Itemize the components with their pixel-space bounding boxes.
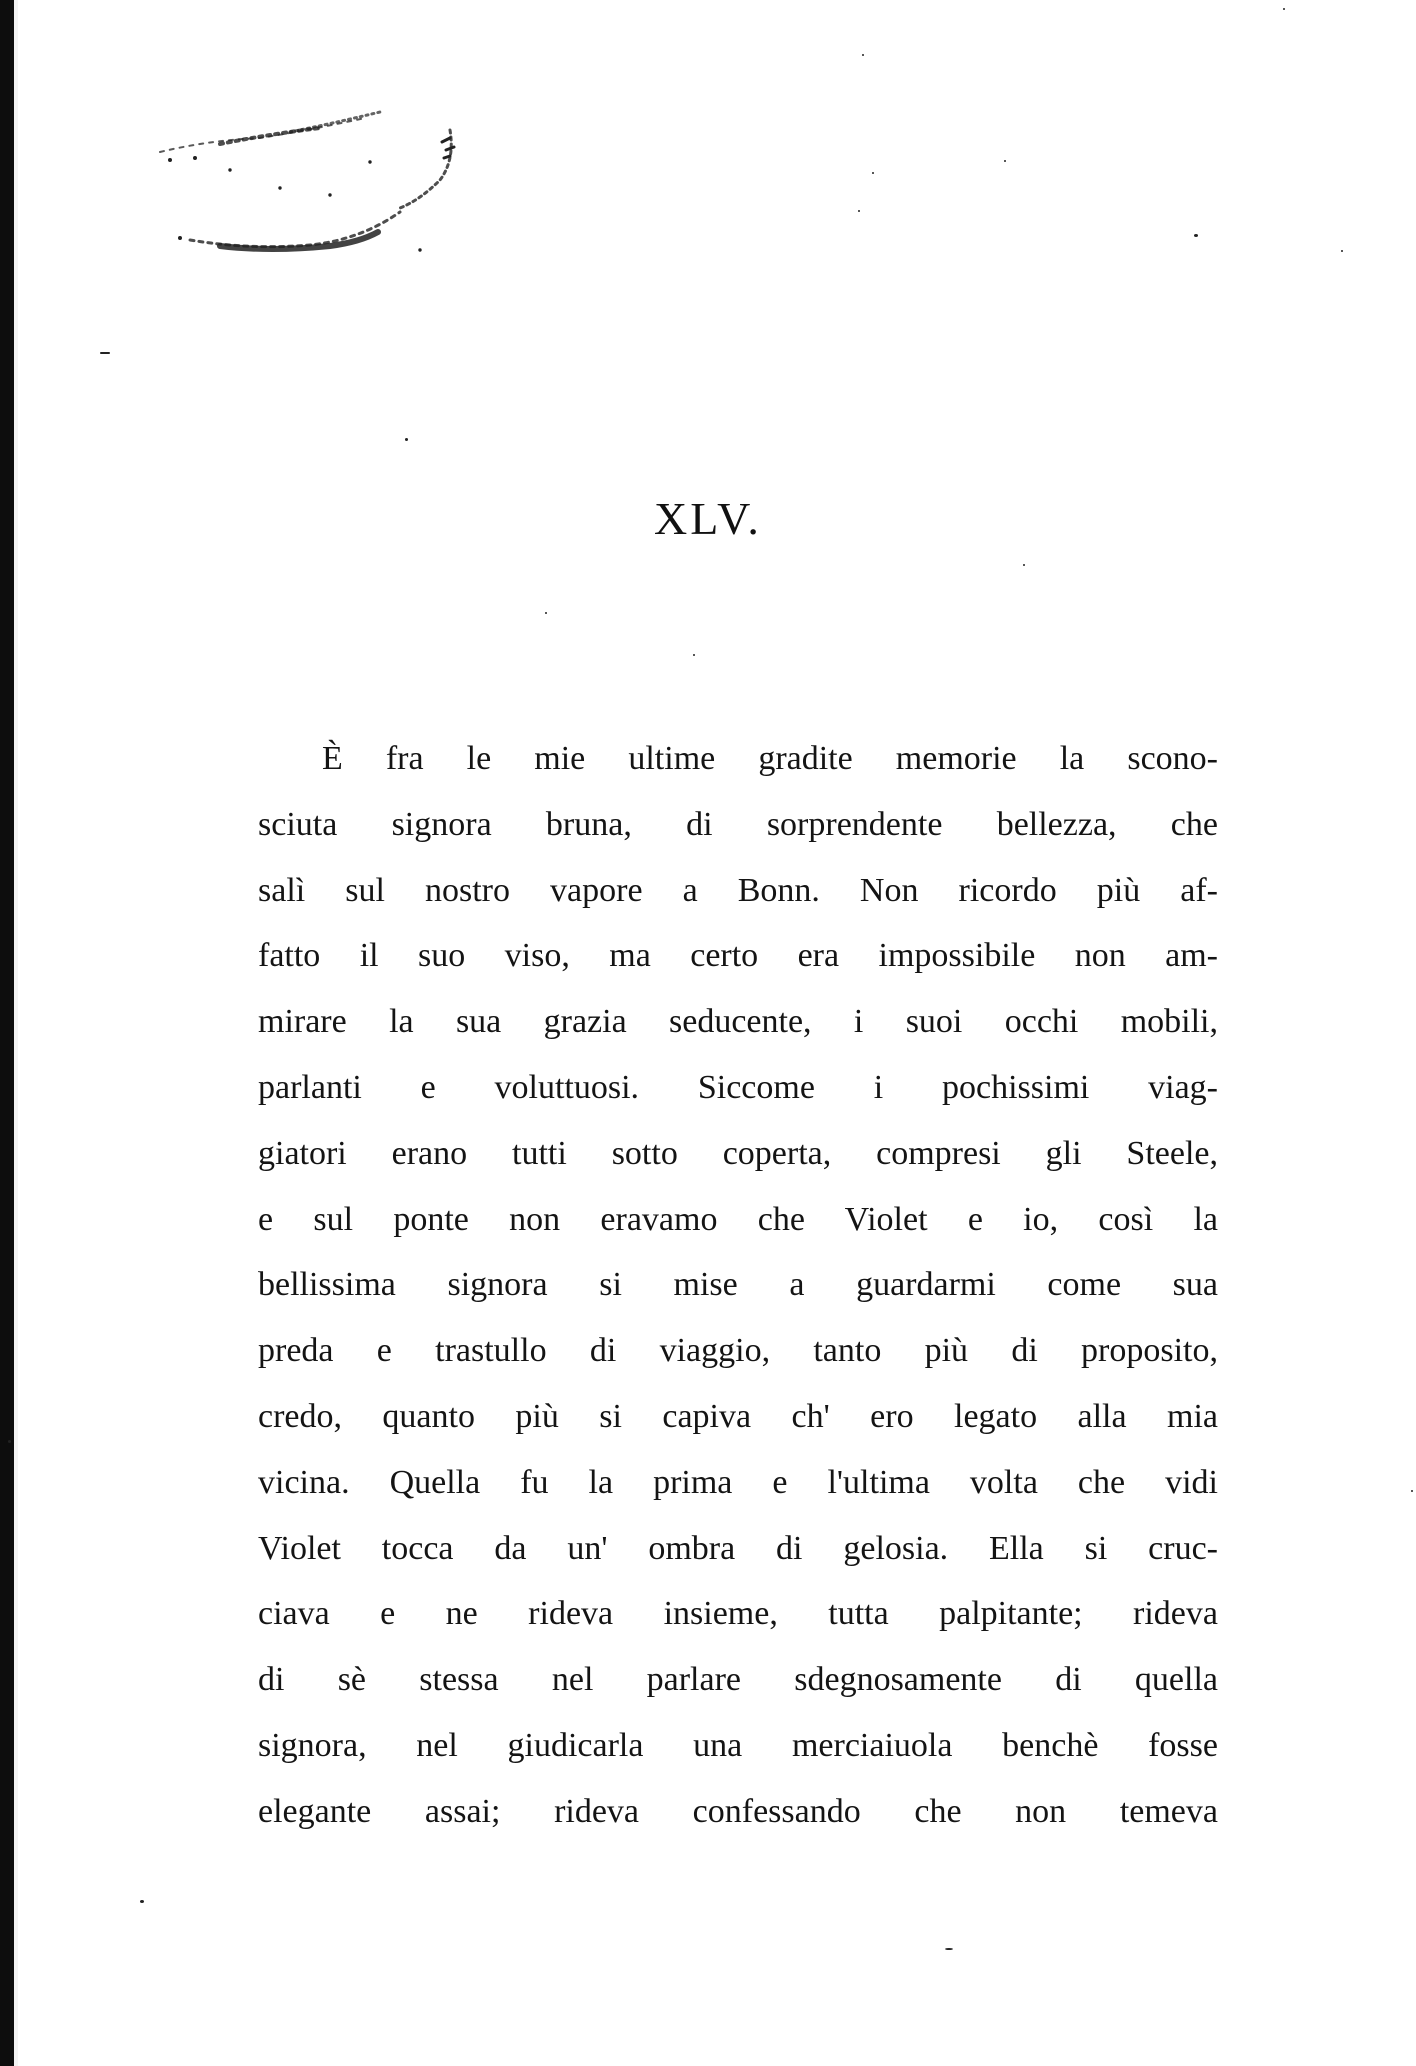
page-binding-edge — [0, 0, 14, 2066]
text-line: giatori erano tutti sotto coperta, compresi gli Steele, — [258, 1134, 1218, 1172]
scan-speck — [862, 54, 864, 56]
scan-speck — [140, 1900, 144, 1903]
text-line: e sul ponte non eravamo che Violet e io, così la — [258, 1200, 1218, 1238]
scan-speck — [872, 172, 874, 174]
text-line: È fra le mie ultime gradite memorie la scono- — [322, 740, 1218, 777]
text-line: preda e trastullo di viaggio, tanto più di proposito, — [258, 1332, 1218, 1370]
scan-speck — [1004, 160, 1006, 162]
scan-speck — [1283, 8, 1285, 10]
scan-speck — [100, 352, 110, 354]
scan-speck — [8, 1440, 11, 1443]
text-line: bellissima signora si mise a guardarmi come sua — [258, 1266, 1218, 1304]
text-line: salì sul nostro vapore a Bonn. Non ricordo più af- — [258, 871, 1218, 909]
text-line: sciuta signora bruna, di sorprendente bellezza, che — [258, 805, 1218, 843]
text-line: signora, nel giudicarla una merciaiuola benchè fosse — [258, 1726, 1218, 1764]
scan-speck — [945, 1948, 953, 1950]
scan-speck — [545, 612, 547, 614]
stamp-ornament — [150, 100, 490, 270]
body-text — [258, 726, 1218, 1845]
scan-speck — [1023, 564, 1025, 566]
text-line: credo, quanto più si capiva ch' ero legato alla mia — [258, 1397, 1218, 1435]
scan-speck — [405, 438, 408, 441]
text-line: di sè stessa nel parlare sdegnosamente di quella — [258, 1661, 1218, 1699]
text-line: mirare la sua grazia seducente, i suoi occhi mobili, — [258, 1003, 1218, 1041]
text-line: ciava e ne rideva insieme, tutta palpitante; rideva — [258, 1595, 1218, 1633]
text-line: fatto il suo viso, ma certo era impossibile non am- — [258, 937, 1218, 975]
scan-speck — [1411, 1490, 1413, 1492]
scan-speck — [1194, 234, 1198, 237]
chapter-heading: XLV. — [654, 493, 762, 544]
text-line: vicina. Quella fu la prima e l'ultima volta che vidi — [258, 1463, 1218, 1501]
page-binding-gap — [14, 0, 18, 2066]
scan-speck — [858, 210, 860, 212]
text-line: Violet tocca da un' ombra di gelosia. Ella si cruc- — [258, 1529, 1218, 1567]
scan-speck — [1341, 250, 1343, 252]
text-line: elegante assai; rideva confessando che non temeva — [258, 1792, 1218, 1830]
text-line: parlanti e voluttuosi. Siccome i pochissimi viag- — [258, 1068, 1218, 1106]
scan-speck — [693, 654, 695, 656]
